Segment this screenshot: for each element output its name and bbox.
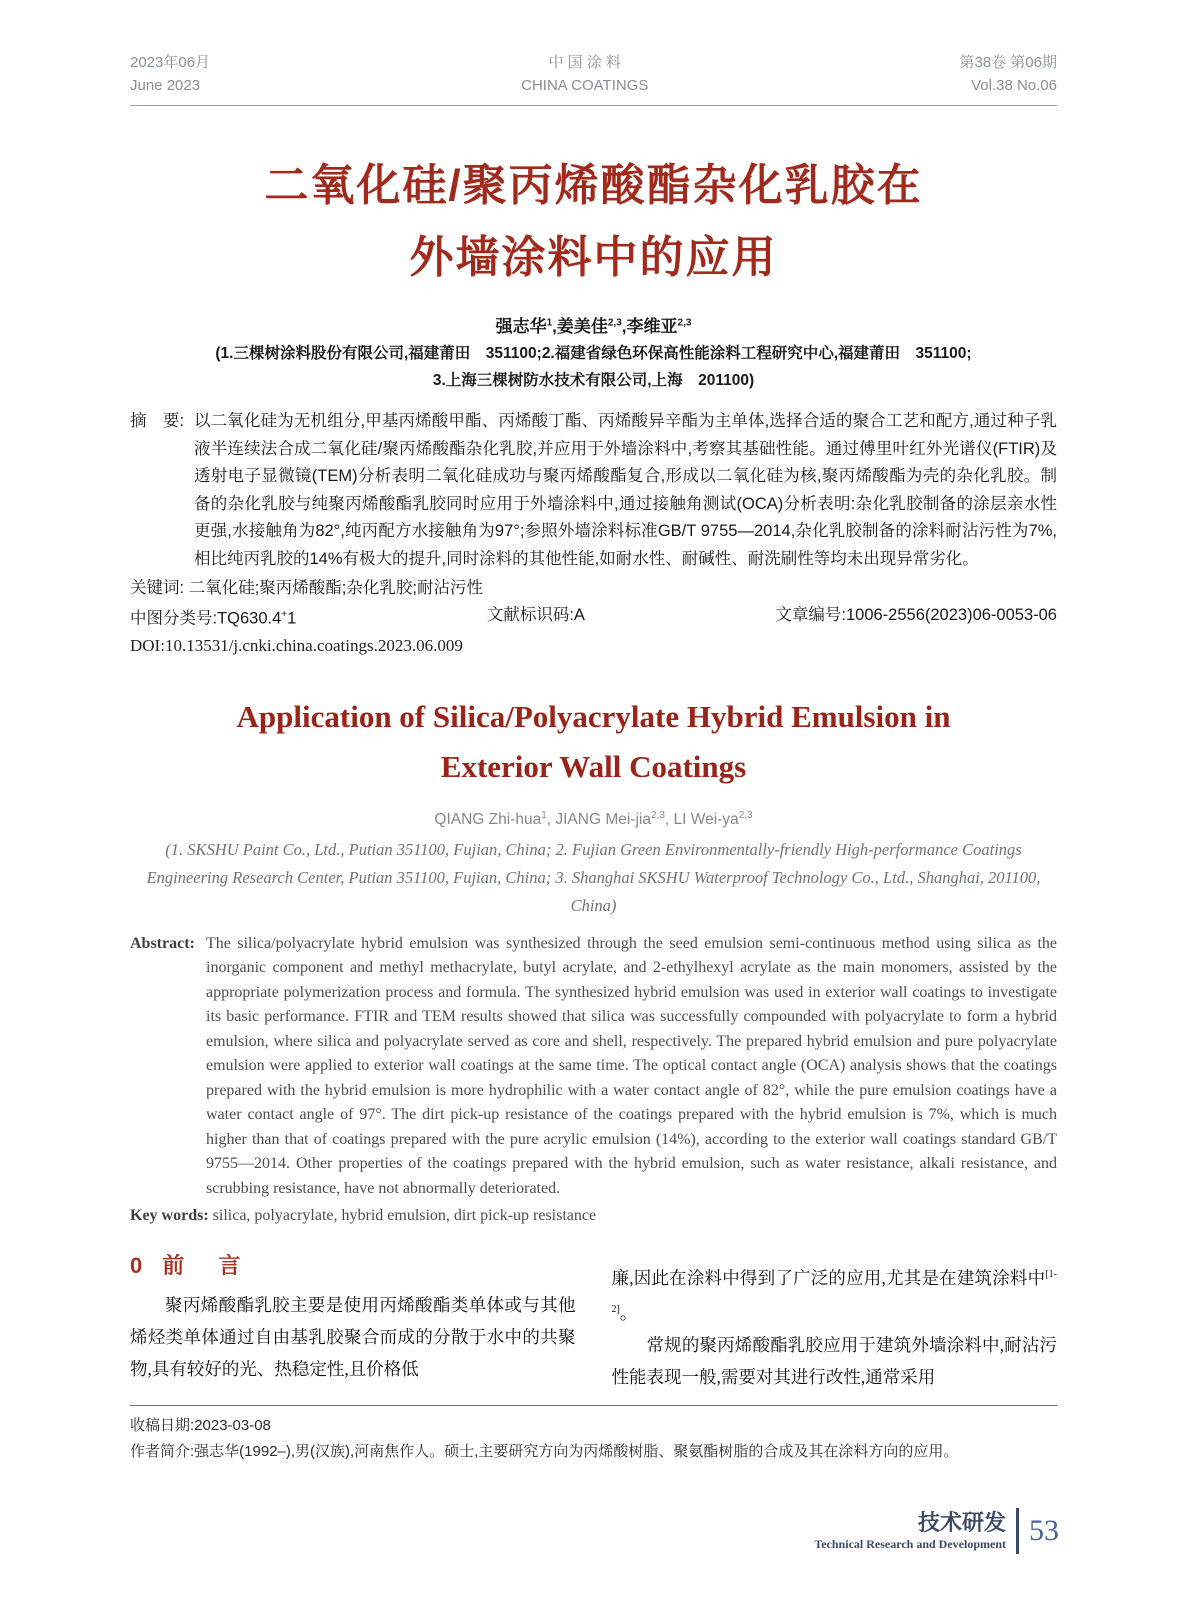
keywords-cn-text: 二氧化硅;聚丙烯酸酯;杂化乳胶;耐沾污性	[188, 579, 483, 597]
article-title-cn	[130, 150, 1057, 294]
author-bio: 作者简介:强志华(1992–),男(汉族),河南焦作人。硕士,主要研究方向为丙烯酸树脂、聚氨酯树脂的合成及其在涂料方向的应用。	[130, 1442, 959, 1460]
document-code: 文献标识码:A	[486, 606, 585, 624]
keywords-en-text: silica, polyacrylate, hybrid emulsion, dirt pick-up resistance	[212, 1207, 597, 1224]
received-date: 收稿日期:2023-03-08	[130, 1416, 271, 1434]
author-en: , JIANG Mei-jia$^{2,3}$	[546, 809, 665, 828]
author-cn: 强志华$^1$	[495, 317, 553, 336]
article-title-en	[130, 692, 1057, 792]
body-paragraph-right-1: 廉,因此在涂料中得到了广泛的应用,尤其是在建筑涂料中[1-2]。	[611, 1267, 1057, 1323]
article-title-cn-line1: 二氧化硅/聚丙烯酸酯杂化乳胶在	[264, 161, 923, 210]
article-title-cn-line2: 外墙涂料中的应用	[409, 233, 778, 282]
affiliation-cn-line1: (1.三棵树涂料股份有限公司,福建莆田 351100;2.福建省绿色环保高性能涂料工程研究中心,福建莆田 351100;	[215, 345, 972, 362]
affiliation-en: (1. SKSHU Paint Co., Ltd., Putian 351100, Fujian, China; 2. Fujian Green Environmentally-friendly High-performance Coatings Engineering Research Center, Putian 351100, Fujian, China; 3. Shanghai SKSHU Waterproof Technology Co., Ltd., Shanghai, 201100, China)	[146, 839, 1041, 915]
clc-number: 中图分类号:TQ630.4+1	[130, 609, 297, 628]
author-en: QIANG Zhi-hua$^1$	[434, 809, 547, 828]
author-en: , LI Wei-ya$^{2,3}$	[664, 809, 753, 828]
abstract-en-label: Abstract:	[130, 934, 195, 952]
author-cn: ,姜美佳$^{2,3}$	[552, 317, 622, 336]
keywords-cn-label: 关键词:	[130, 579, 185, 597]
author-cn: ,李维亚$^{2,3}$	[621, 317, 692, 336]
issue-en: Vol.38 No.06	[971, 77, 1057, 94]
citation-ref: [1-2]	[611, 1269, 1057, 1315]
keywords-en-label: Key words:	[130, 1207, 209, 1224]
article-title-en-line2: Exterior Wall Coatings	[440, 748, 747, 784]
article-id: 文章编号:1006-2556(2023)06-0053-06	[775, 606, 1057, 624]
body-paragraph-right-2: 常规的聚丙烯酸酯乳胶应用于建筑外墙涂料中,耐沾污性能表现一般,需要对其进行改性,通常采用	[611, 1334, 1057, 1387]
header-issue	[959, 52, 1057, 96]
authors-cn	[130, 312, 1057, 336]
doi: DOI:10.13531/j.cnki.china.coatings.2023.06.009	[130, 635, 463, 655]
body-column-right	[612, 1251, 1058, 1393]
keywords-cn	[130, 576, 1057, 600]
page-number: 53	[1029, 1514, 1059, 1547]
section-0-number: 0	[130, 1253, 143, 1278]
header-journal-name	[521, 52, 648, 96]
journal-name-cn: 中 国 涂 料	[548, 54, 621, 71]
body-column-left	[130, 1251, 576, 1393]
header-date	[130, 52, 210, 96]
abstract-en	[130, 932, 1057, 1202]
affiliation-cn	[130, 340, 1057, 394]
header-date-en: June 2023	[130, 77, 201, 94]
page-footer	[814, 1508, 1059, 1554]
abstract-en-text: The silica/polyacrylate hybrid emulsion was synthesized through the seed emulsion semi-continuous method using silica as the inorganic component and methyl methacrylate, butyl acrylate, and 2-ethylhexyl acrylate as the main monomers, assisted by the appropriate polymerization process and formula. The synthesized hybrid emulsion was used in exterior wall coatings to investigate its basic performance. FTIR and TEM results showed that silica was successfully compounded with polyacrylate to form a hybrid emulsion, where silica and polyacrylate served as core and shell, respectively. The prepared hybrid emulsion and pure polyacrylate emulsion were applied to exterior wall coatings at the same time. The optical contact angle (OCA) analysis shows that the coatings prepared with the hybrid emulsion is more hydrophilic with a water contact angle of 82°, while the pure emulsion coatings have a water contact angle of 97°. The dirt pick-up resistance of the coatings prepared with the hybrid emulsion is 7%, which is much higher than that of coatings prepared with the pure acrylic emulsion (14%), according to the exterior wall coatings standard GB/T 9755—2014. Other properties of the coatings prepared with the hybrid emulsion, such as water resistance, alkali resistance, and scrubbing resistance, have not abnormally deteriorated.	[206, 934, 1057, 1197]
journal-name-en: CHINA COATINGS	[521, 77, 649, 94]
body-paragraph-left: 聚丙烯酸酯乳胶主要是使用丙烯酸酯类单体或与其他烯烃类单体通过自由基乳胶聚合而成的分散于水中的共聚物,具有较好的光、热稳定性,且价格低	[130, 1295, 576, 1379]
body-columns	[130, 1251, 1057, 1393]
column-name-cn: 技术研发	[917, 1510, 1006, 1535]
section-0-heading	[130, 1251, 576, 1281]
abstract-cn-label: 摘 要:	[130, 412, 185, 430]
issue-cn: 第38卷 第06期	[959, 54, 1057, 71]
abstract-cn	[130, 408, 1057, 573]
authors-en	[130, 810, 1057, 832]
article-title-en-line1: Application of Silica/Polyacrylate Hybrid Emulsion in	[236, 698, 951, 734]
header-date-cn: 2023年06月	[130, 54, 211, 71]
section-0-title: 前 言	[162, 1253, 255, 1278]
column-labels	[814, 1510, 1016, 1552]
footnote	[130, 1405, 1057, 1465]
column-name-en: Technical Research and Development	[814, 1537, 1006, 1551]
journal-header	[130, 52, 1057, 106]
affiliation-cn-line2: 3.上海三棵树防水技术有限公司,上海 201100)	[432, 372, 755, 389]
keywords-en	[130, 1205, 1057, 1227]
article-meta-row	[130, 603, 1057, 631]
footer-divider-bar	[1016, 1508, 1019, 1554]
abstract-cn-text: 以二氧化硅为无机组分,甲基丙烯酸甲酯、丙烯酸丁酯、丙烯酸异辛酯为主单体,选择合适的聚合工艺和配方,通过种子乳液半连续法合成二氧化硅/聚丙烯酸酯杂化乳胶,并应用于外墙涂料中,考察其基础性能。通过傅里叶红外光谱仪(FTIR)及透射电子显微镜(TEM)分析表明二氧化硅成功与聚丙烯酸酯复合,形成以二氧化硅为核,聚丙烯酸酯为壳的杂化乳胶。制备的杂化乳胶与纯聚丙烯酸酯乳胶同时应用于外墙涂料中,通过接触角测试(OCA)分析表明:杂化乳胶制备的涂层亲水性更强,水接触角为82°,纯丙配方水接触角为97°;参照外墙涂料标准GB/T 9755—2014,杂化乳胶制备的涂料耐沾污性为7%,相比纯丙乳胶的14%有极大的提升,同时涂料的其他性能,如耐水性、耐碱性、耐洗刷性等均未出现异常劣化。	[194, 412, 1057, 568]
